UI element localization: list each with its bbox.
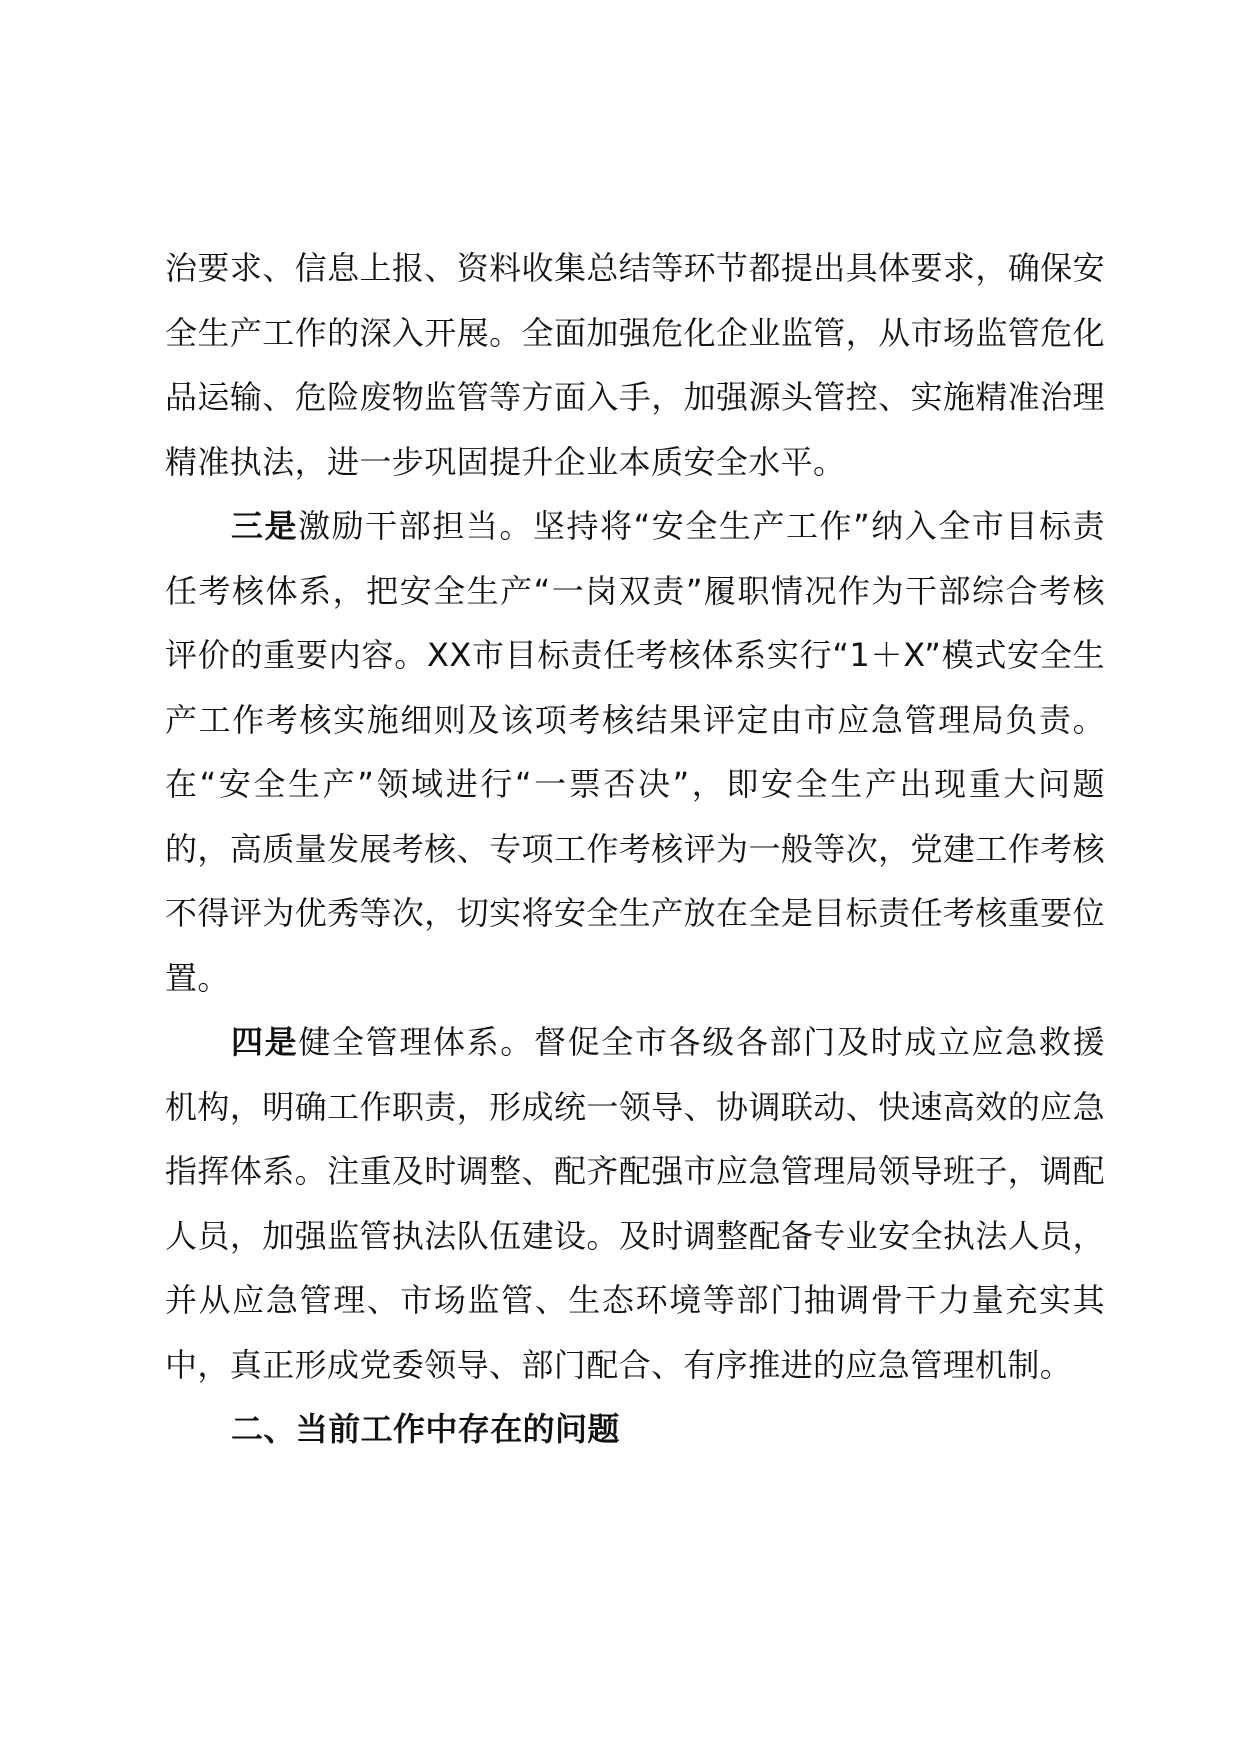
document-body <box>165 236 1105 1462</box>
paragraph-lead-three: 三是 <box>231 507 299 545</box>
paragraph-body-three: 激励干部担当。坚持将“安全生产工作”纳入全市目标责任考核体系，把安全生产“一岗双责”履职情况作为干部综合考核评价的重要内容。XX市目标责任考核体系实行“1＋X”模式安全生产工作考核实施细则及该项考核结果评定由市应急管理局负责。在“安全生产”领域进行“一票否决”，即安全生产出现重大问题的，高质量发展考核、专项工作考核评为一般等次，党建工作考核不得评为优秀等次，切实将安全生产放在全是目标责任考核重要位置。 <box>165 507 1105 997</box>
paragraph-item-three <box>165 494 1105 1010</box>
section-heading: 二、当前工作中存在的问题 <box>231 1410 620 1448</box>
paragraph-lead-four: 四是 <box>231 1023 299 1061</box>
paragraph-continuation: 治要求、信息上报、资料收集总结等环节都提出具体要求，确保安全生产工作的深入开展。全面加强危化企业监管，从市场监管危化品运输、危险废物监管等方面入手，加强源头管控、实施精准治理精准执法，进一步巩固提升企业本质安全水平。 <box>165 249 1105 481</box>
paragraph-body-four: 健全管理体系。督促全市各级各部门及时成立应急救援机构，明确工作职责，形成统一领导、协调联动、快速高效的应急指挥体系。注重及时调整、配齐配强市应急管理局领导班子，调配人员，加强监管执法队伍建设。及时调整配备专业安全执法人员，并从应急管理、市场监管、生态环境等部门抽调骨干力量充实其中，真正形成党委领导、部门配合、有序推进的应急管理机制。 <box>165 1023 1105 1384</box>
paragraph-item-four <box>165 1010 1105 1397</box>
